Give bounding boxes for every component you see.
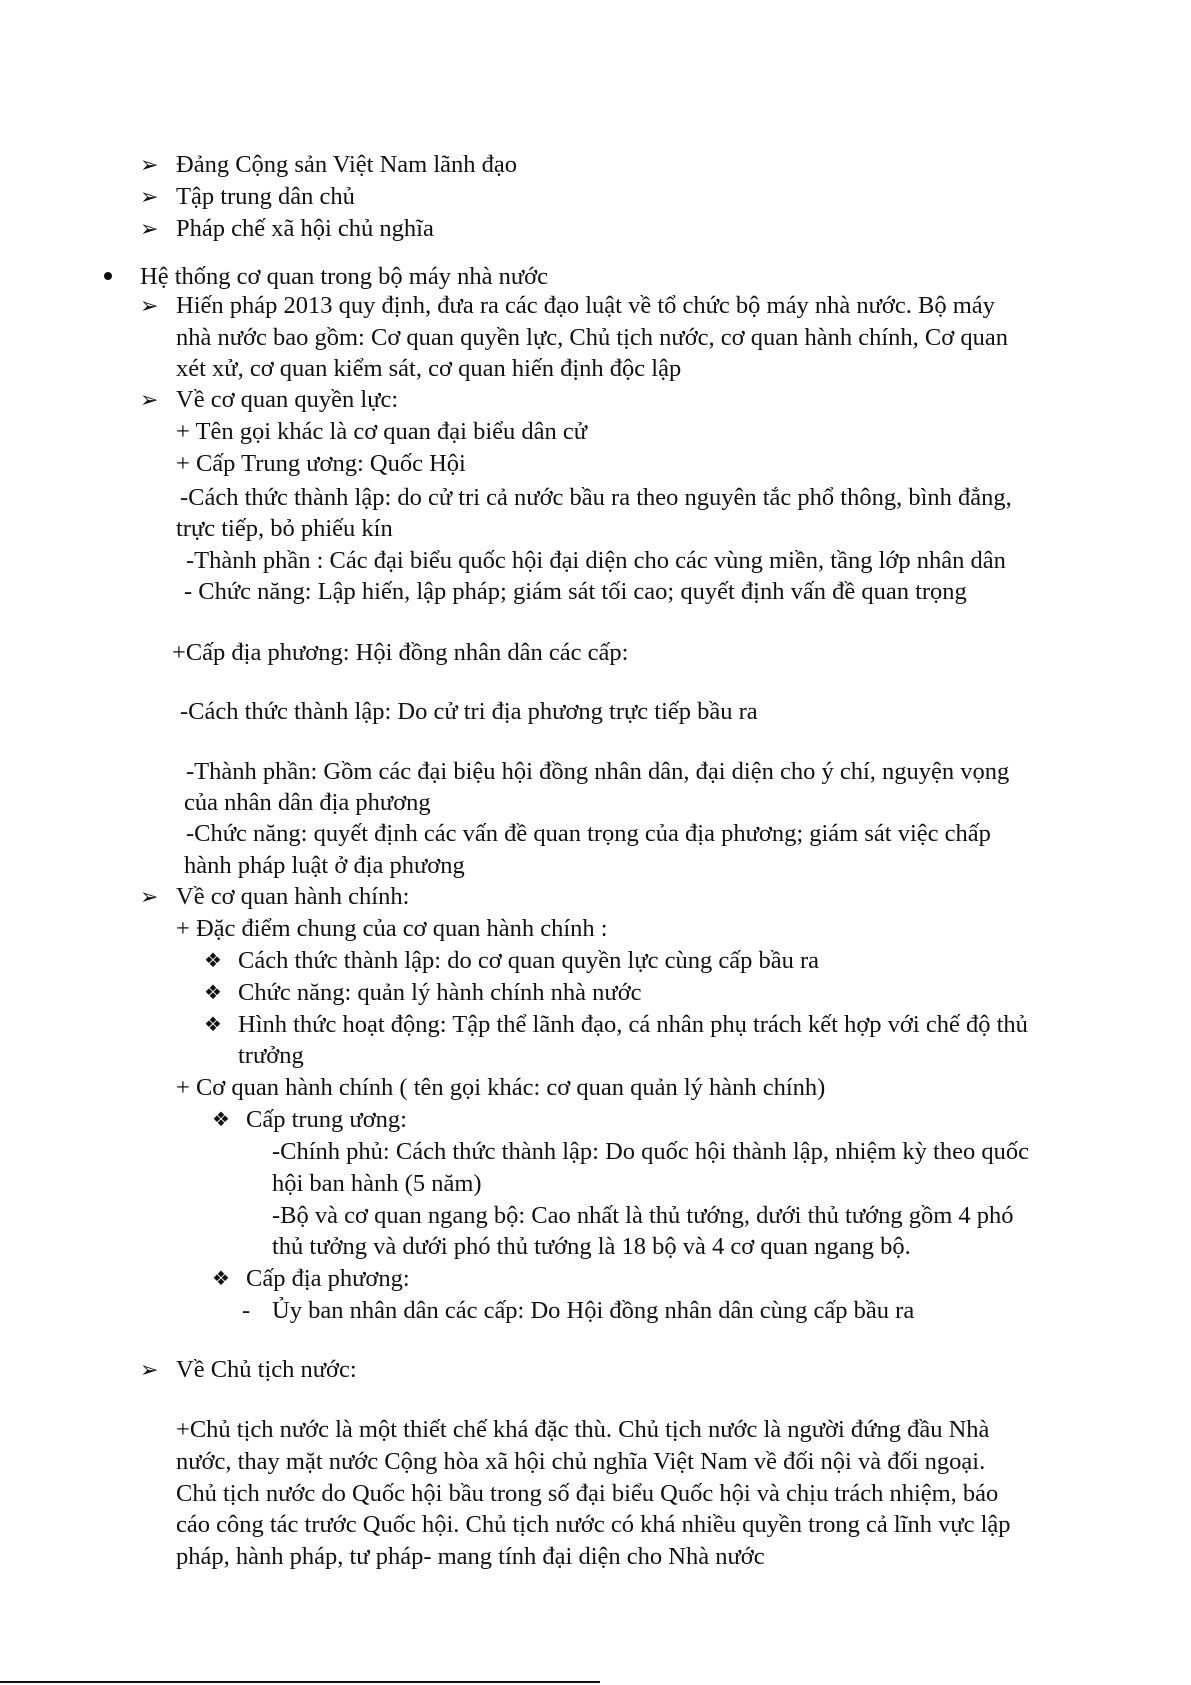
paragraph-line: của nhân dân địa phương <box>184 789 431 816</box>
paragraph-line: xét xử, cơ quan kiểm sát, cơ quan hiến định độc lập <box>176 355 682 382</box>
paragraph-line: -Chức năng: quyết định các vấn đề quan trọng của địa phương; giám sát việc chấp <box>186 820 991 847</box>
list-item: Cấp địa phương: <box>246 1265 410 1292</box>
paragraph-line: nước, thay mặt nước Cộng hòa xã hội chủ nghĩa Việt Nam về đối nội và đối ngoại. <box>176 1448 986 1475</box>
dash-bullet-icon: - <box>242 1297 251 1324</box>
paragraph-line: +Chủ tịch nước là một thiết chế khá đặc thù. Chủ tịch nước là người đứng đầu Nhà <box>176 1416 990 1443</box>
paragraph-line: - Chức năng: Lập hiến, lập pháp; giám sát tối cao; quyết định vấn đề quan trọng <box>184 578 967 605</box>
list-item: Chức năng: quản lý hành chính nhà nước <box>238 979 642 1006</box>
arrow-bullet-icon: ➢ <box>140 1357 159 1382</box>
list-item: Cách thức thành lập: do cơ quan quyền lực cùng cấp bầu ra <box>238 947 820 974</box>
paragraph-line: trực tiếp, bỏ phiếu kín <box>176 515 393 542</box>
paragraph-line: -Thành phần: Gồm các đại biệu hội đồng nhân dân, đại diện cho ý chí, nguyện vọng <box>186 758 1010 785</box>
arrow-bullet-icon: ➢ <box>140 216 159 241</box>
round-bullet-icon <box>104 272 112 280</box>
arrow-bullet-icon: ➢ <box>140 293 159 318</box>
list-item: Cấp trung ương: <box>246 1106 407 1133</box>
section-heading: Hệ thống cơ quan trong bộ máy nhà nước <box>140 263 548 290</box>
subsection-heading: Về cơ quan hành chính: <box>176 883 410 910</box>
diamond-bullet-icon: ❖ <box>212 1268 230 1290</box>
bullet-text: Đảng Cộng sản Việt Nam lãnh đạo <box>176 151 518 178</box>
paragraph-line: cáo công tác trước Quốc hội. Chủ tịch nước có khá nhiều quyền trong cả lĩnh vực lập <box>176 1511 1011 1538</box>
paragraph-line: -Cách thức thành lập: do cử tri cả nước bầu ra theo nguyên tắc phổ thông, bình đẳng, <box>180 484 1012 511</box>
paragraph-line: + Tên gọi khác là cơ quan đại biểu dân cử <box>176 418 588 445</box>
paragraph-line: -Chính phủ: Cách thức thành lập: Do quốc hội thành lập, nhiệm kỳ theo quốc <box>272 1138 1029 1165</box>
paragraph-line: thủ tưởng và dưới phó thủ tướng là 18 bộ và 4 cơ quan ngang bộ. <box>272 1233 911 1260</box>
paragraph-line: hành pháp luật ở địa phương <box>184 852 465 879</box>
paragraph-line: nhà nước bao gồm: Cơ quan quyền lực, Chủ tịch nước, cơ quan hành chính, Cơ quan <box>176 324 1008 351</box>
diamond-bullet-icon: ❖ <box>204 1014 222 1036</box>
paragraph-line: -Bộ và cơ quan ngang bộ: Cao nhất là thủ tướng, dưới thủ tướng gồm 4 phó <box>272 1202 1014 1229</box>
paragraph-line: + Đặc điểm chung của cơ quan hành chính : <box>176 915 608 942</box>
bullet-text: Tập trung dân chủ <box>176 183 355 210</box>
diamond-bullet-icon: ❖ <box>204 950 222 972</box>
arrow-bullet-icon: ➢ <box>140 152 159 177</box>
paragraph-line: Hiến pháp 2013 quy định, đưa ra các đạo luật về tổ chức bộ máy nhà nước. Bộ máy <box>176 292 995 319</box>
paragraph-line: Chủ tịch nước do Quốc hội bầu trong số đại biểu Quốc hội và chịu trách nhiệm, báo <box>176 1480 999 1507</box>
arrow-bullet-icon: ➢ <box>140 184 159 209</box>
arrow-bullet-icon: ➢ <box>140 387 159 412</box>
paragraph-line: + Cấp Trung ương: Quốc Hội <box>176 450 466 477</box>
subsection-heading: Về cơ quan quyền lực: <box>176 386 399 413</box>
list-item: trưởng <box>238 1042 304 1069</box>
paragraph-line: -Thành phần : Các đại biểu quốc hội đại diện cho các vùng miền, tầng lớp nhân dân <box>186 547 1006 574</box>
diamond-bullet-icon: ❖ <box>204 982 222 1004</box>
list-item: Ủy ban nhân dân các cấp: Do Hội đồng nhân dân cùng cấp bầu ra <box>272 1297 915 1324</box>
diamond-bullet-icon: ❖ <box>212 1109 230 1131</box>
subsection-heading: Về Chủ tịch nước: <box>176 1356 357 1383</box>
arrow-bullet-icon: ➢ <box>140 884 159 909</box>
list-item: Hình thức hoạt động: Tập thể lãnh đạo, cá nhân phụ trách kết hợp với chế độ thủ <box>238 1011 1028 1038</box>
bottom-rule <box>0 1681 600 1683</box>
paragraph-line: +Cấp địa phương: Hội đồng nhân dân các cấp: <box>172 639 629 666</box>
paragraph-line: -Cách thức thành lập: Do cử tri địa phương trực tiếp bầu ra <box>180 698 758 725</box>
paragraph-line: pháp, hành pháp, tư pháp- mang tính đại diện cho Nhà nước <box>176 1543 765 1570</box>
paragraph-line: + Cơ quan hành chính ( tên gọi khác: cơ quan quản lý hành chính) <box>176 1074 826 1101</box>
paragraph-line: hội ban hành (5 năm) <box>272 1170 482 1197</box>
bullet-text: Pháp chế xã hội chủ nghĩa <box>176 215 434 242</box>
